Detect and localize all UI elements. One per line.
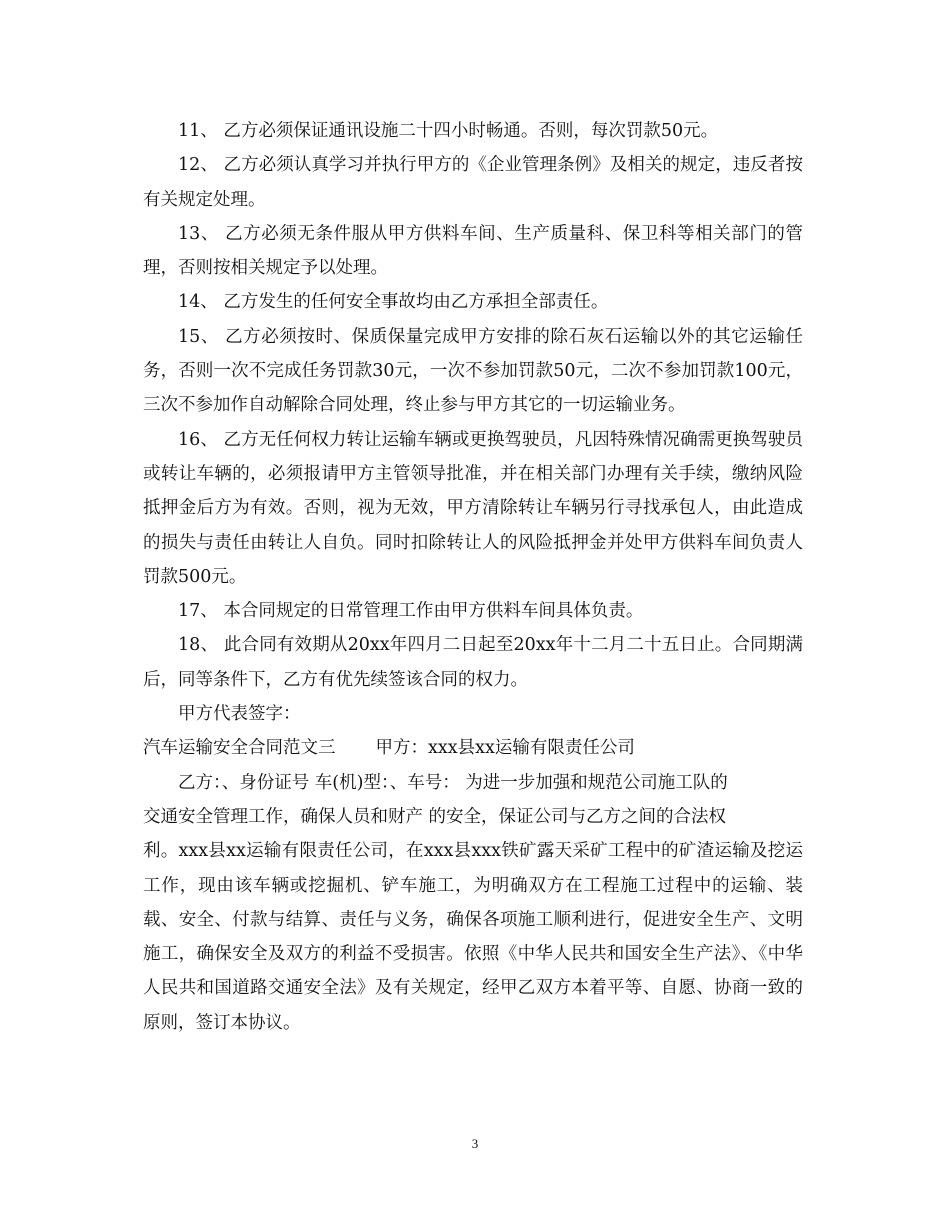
section-heading-line xyxy=(143,731,803,765)
clause-13: 13、 乙方必须无条件服从甲方供料车间、生产质量科、保卫科等相关部门的管理，否则按相关规定予以处理。 xyxy=(143,223,803,279)
clause-12: 12、 乙方必须认真学习并执行甲方的《企业管理条例》及相关的规定，违反者按有关规定处理。 xyxy=(143,155,803,210)
document-body xyxy=(143,114,803,1040)
page-number: 3 xyxy=(471,1136,479,1151)
clause-15: 15、 乙方必须按时、保质保量完成甲方安排的除石灰石运输以外的其它运输任务，否则一次不完成任务罚款30元，一次不参加罚款50元，二次不参加罚款100元，三次不参加作自动解除合同处理，终止参与甲方其它的一切运输业务。 xyxy=(143,326,803,416)
intro-line-2: 交通安全管理工作，确保人员和财产 的安全，保证公司与乙方之间的合法权 xyxy=(143,806,727,827)
intro-line-1: 乙方：、身份证号 车(机)型：、车号： 为进一步加强和规范公司施工队的 xyxy=(178,772,728,793)
clause-17: 17、 本合同规定的日常管理工作由甲方供料车间具体负责。 xyxy=(178,601,644,622)
signature-label: 甲方代表签字： xyxy=(178,704,301,725)
clause-16: 16、 乙方无任何权力转让运输车辆或更换驾驶员，凡因特殊情况确需更换驾驶员或转让车辆的，必须报请甲方主管领导批准，并在相关部门办理有关手续，缴纳风险抵押金后方为有效。否则，视为无效，甲方清除转让车辆另行寻找承包人，由此造成的损失与责任由转让人自负。同时扣除转让人的风险抵押金并处甲方供料车间负责人罚款500元。 xyxy=(143,429,803,587)
section-title: 汽车运输安全合同范文三 xyxy=(143,738,336,759)
clause-11: 11、 乙方必须保证通讯设施二十四小时畅通。否则，每次罚款50元。 xyxy=(178,121,719,141)
clause-18: 18、 此合同有效期从20xx年四月二日起至20xx年十二月二十五日止。合同期满后，同等条件下，乙方有优先续签该合同的权力。 xyxy=(143,635,803,690)
clause-14: 14、 乙方发生的任何安全事故均由乙方承担全部责任。 xyxy=(178,292,609,313)
intro-paragraph: 利。xxx县xx运输有限责任公司，在xxx县xxx铁矿露天采矿工程中的矿渣运输及挖运工作，现由该车辆或挖掘机、铲车施工，为明确双方在工程施工过程中的运输、装载、安全、付款与结算、责任与义务，确保各项施工顺利进行，促进安全生产、文明施工，确保安全及双方的利益不受损害。依照《中华人民共和国安全生产法》、《中华人民共和国道路交通安全法》及有关规定，经甲乙双方本着平等、自愿、协商一致的原则，签订本协议。 xyxy=(143,841,803,1033)
party-a: 甲方：xxx县xx运输有限责任公司 xyxy=(375,738,635,759)
